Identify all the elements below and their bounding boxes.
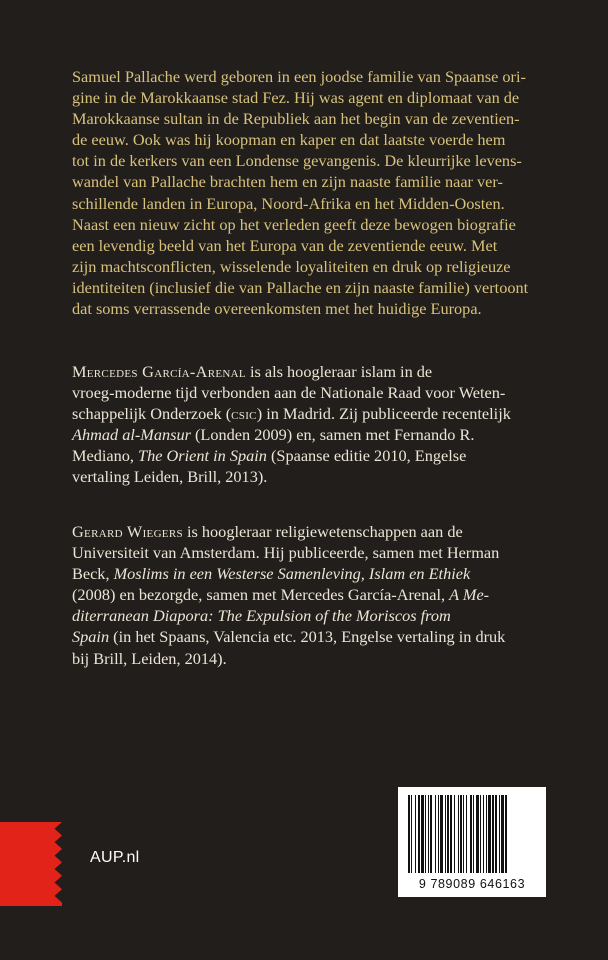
barcode-bar xyxy=(438,795,439,873)
barcode-bar xyxy=(440,795,443,873)
bio-text: (Spaanse editie 2010, Engelse xyxy=(266,446,467,466)
book-title: Ahmad al-Mansur xyxy=(72,425,191,445)
barcode-bar xyxy=(460,795,462,873)
barcode-bar xyxy=(488,795,491,873)
barcode-bar xyxy=(473,795,474,873)
barcode-bar xyxy=(466,795,467,873)
barcode-bar xyxy=(435,795,436,873)
bio-line xyxy=(72,521,552,542)
bio-line: vertaling Leiden, Brill, 2013). xyxy=(72,467,268,487)
barcode-bar xyxy=(430,795,432,873)
book-title: diterranean Diapora: The Expulsion of the Moriscos from xyxy=(72,606,451,626)
bio-line: vroeg-moderne tijd verbonden aan de Nationale Raad voor Weten- xyxy=(72,383,506,403)
bio-line xyxy=(72,424,552,445)
barcode-bar xyxy=(428,795,429,873)
author-bio-wiegers xyxy=(72,521,552,669)
book-blurb: Samuel Pallache werd geboren in een joodse familie van Spaanse ori- gine in de Marokkaanse stad Fez. Hij was agent en diplomaat van de Marokkaanse sultan in de Republiek aan het begin van de zeventien- de eeuw. Ook was hij koopman en kaper en dat laatste voerde hem tot in de kerkers van een Londense gevangenis. De kleurrijke levens- wandel van Pallache brachten hem en zijn naaste familie naar ver- schillende landen in Europa, Noord-Afrika en het Midden-Oosten. Naast een nieuw zicht op het verleden geeft deze bewogen biografie een levendig beeld van het Europa van de zeventiende eeuw. Met zijn machtsconflicten, wisselende loyaliteiten en druk op religieuze identiteiten (inclusief die van Pallache en zijn naaste familie) vertoont dat soms verrassende overeenkomsten met het huidige Europa. xyxy=(72,67,529,319)
bio-text: is als hoogleraar islam in de xyxy=(245,362,433,381)
barcode-bar xyxy=(495,795,497,873)
author-name: Gerard Wiegers xyxy=(72,522,183,541)
book-title: The Orient in Spain xyxy=(138,446,267,466)
barcode-bar xyxy=(486,795,487,873)
barcode-bar xyxy=(499,795,500,873)
publisher-red-tab xyxy=(0,822,62,906)
barcode-bar xyxy=(418,795,420,873)
barcode-bar xyxy=(415,795,416,873)
book-title: Moslims in een Westerse Samenleving, Islam en Ethiek xyxy=(113,564,471,584)
barcode-bar xyxy=(445,795,446,873)
bio-line xyxy=(72,445,552,466)
bio-text: (2008) en bezorgde, samen met Mercedes García-Arenal, xyxy=(72,585,450,605)
barcode-bar xyxy=(480,795,481,873)
barcode-bar xyxy=(425,795,426,873)
bio-text: Mediano, xyxy=(72,446,139,466)
bio-line xyxy=(72,563,552,584)
bio-text: (in het Spaans, Valencia etc. 2013, Engelse vertaling in druk xyxy=(109,627,506,647)
book-title: A Me- xyxy=(449,585,490,605)
bio-text: (Londen 2009) en, samen met Fernando R. xyxy=(190,425,475,445)
bio-line xyxy=(72,403,552,424)
bio-text: schappelijk Onderzoek ( xyxy=(72,404,232,424)
publisher-url: AUP.nl xyxy=(90,849,140,866)
barcode-bar xyxy=(454,795,455,873)
barcode-bar xyxy=(492,795,494,873)
barcode-bar xyxy=(505,795,507,873)
barcode-bar xyxy=(458,795,459,873)
barcode-bar xyxy=(450,795,452,873)
bio-text: Beck, xyxy=(72,564,114,584)
isbn-number: 9 789089 646163 xyxy=(418,877,526,891)
barcode-bar xyxy=(501,795,504,873)
barcode-bar xyxy=(408,795,410,873)
bio-line xyxy=(72,584,552,605)
bio-line xyxy=(72,361,552,382)
barcode-bar xyxy=(463,795,464,873)
bio-line: Universiteit van Amsterdam. Hij publiceerde, samen met Herman xyxy=(72,543,500,563)
bio-line xyxy=(72,626,552,647)
barcode-bar xyxy=(470,795,472,873)
book-title: Spain xyxy=(72,627,110,647)
bio-line: bij Brill, Leiden, 2014). xyxy=(72,648,227,668)
barcode-bar xyxy=(483,795,484,873)
barcode-bar xyxy=(447,795,449,873)
barcode-bars xyxy=(404,795,540,873)
acronym: csic xyxy=(231,404,257,424)
bio-text: is hoogleraar religiewetenschappen aan de xyxy=(182,522,463,541)
barcode-bar xyxy=(411,795,412,873)
barcode-bar xyxy=(476,795,479,873)
isbn-barcode xyxy=(398,787,546,897)
bio-line xyxy=(72,605,552,626)
author-bio-garcia-arenal xyxy=(72,361,552,488)
bio-text: ) in Madrid. Zij publiceerde recentelijk xyxy=(256,404,511,424)
author-name: Mercedes García-Arenal xyxy=(72,362,246,381)
barcode-bar xyxy=(421,795,424,873)
